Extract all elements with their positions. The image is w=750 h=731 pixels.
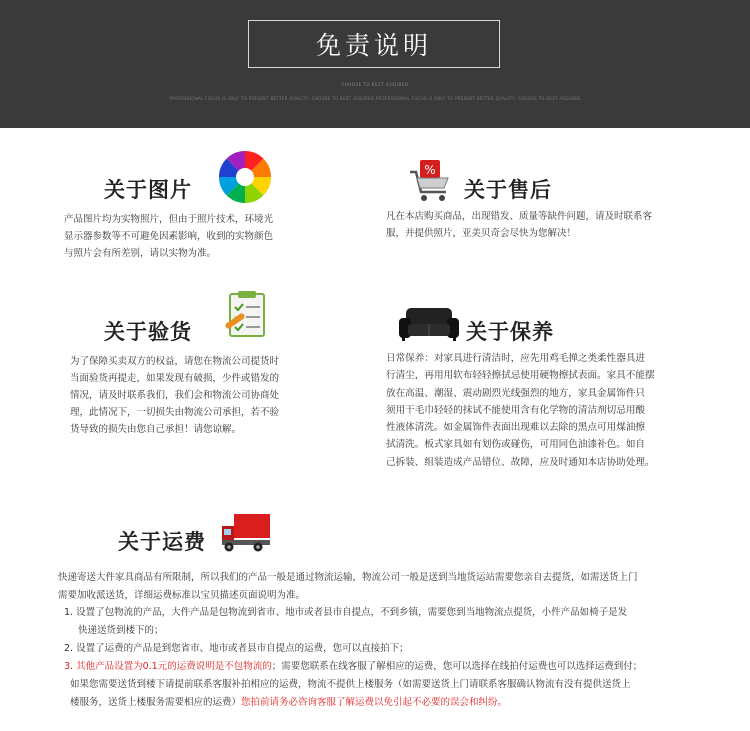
list-item-continued: 如果您需要送货到楼下请提前联系客服补拍相应的运费，物流不提供上楼服务（如需要送货上门请联系客服确认物流有没有提供送货上: [70, 679, 631, 690]
list-item-continued: 快递送货到楼下的；: [78, 625, 164, 636]
text-line: 当面验货再提走，如果发现有破损，少件或错发的: [70, 373, 280, 384]
list-item: 2. 设置了运费的产品是到您省市、地市或者县市自提点的运费，您可以直接拍下；: [64, 643, 409, 654]
header-banner: [0, 0, 750, 128]
svg-text:%: %: [424, 163, 436, 177]
truck-icon: [220, 510, 272, 554]
section-title-photos: 关于图片: [104, 178, 192, 202]
text-line: 己拆装、组装造成产品错位、故障，应及时通知本店协助处理。: [386, 456, 655, 468]
shopping-cart-icon: [408, 158, 454, 204]
page-title: 免责说明: [248, 20, 500, 68]
text-line: 货导致的损失由您自己承担！请您谅解。: [70, 424, 242, 435]
text-line: 放在高温、潮湿、震动剧烈光线强烈的地方，家具金属饰件只: [386, 387, 646, 399]
list-item: 1. 设置了包物流的产品，大件产品是包物流到省市、地市或者县市自提点，不到乡镇，需要您到当地物流点提货，小件产品如椅子是发: [64, 607, 628, 618]
highlight-text: 您拍前请务必咨询客服了解运费以免引起不必要的误会和纠纷。: [241, 697, 508, 708]
text-line: 产品图片均为实物照片，但由于照片技术，环境光: [64, 214, 274, 225]
checklist-icon: [222, 290, 270, 340]
text-line: 日常保养：对家具进行清洁时，应先用鸡毛掸之类柔性器具进: [386, 353, 646, 364]
header-tagline: PROFESSIONAL FOCUS IS ONLY TO PRESENT BETTER QUALITY, CHOOSE TO REST ASSURED PROFESSIONAL FOCUS IS ONLY TO PRESENT BETTER QUALITY, CHOOSE TO REST ASSURED: [169, 96, 581, 101]
header-subtitle: CHOOSE TO REST ASSURED: [341, 82, 409, 87]
text-line: 需要加收派送货，详细运费标准以宝贝描述页面说明为准。: [58, 590, 306, 601]
section-title-shipping: 关于运费: [118, 530, 206, 554]
section-text-shipping-intro: [58, 569, 708, 605]
list-item: [64, 658, 724, 676]
section-title-inspection: 关于验货: [104, 320, 192, 344]
text-span: 楼服务，送货上楼服务需要相应的运费）: [70, 697, 242, 708]
text-line: 性液体清洗。如金属饰件表面出现难以去除的黑点可用煤油擦: [386, 422, 646, 434]
list-item-continued: [64, 694, 724, 712]
section-title-aftersale: 关于售后: [464, 178, 552, 202]
text-line: 情况，请及时联系我们，我们会和物流公司协商处: [70, 390, 280, 401]
section-text-aftersale: [386, 208, 706, 242]
text-line: 须用干毛巾轻轻的抹试不能使用含有化学物的清洁剂切忌用酸: [386, 404, 646, 416]
shipping-rules-list: [64, 604, 724, 712]
highlight-text: 3. 其他产品设置为0.1元的运费说明是不包物流的: [64, 661, 272, 672]
section-text-photos: [64, 211, 324, 262]
text-line: 快递寄送大件家具商品有所限制，所以我们的产品一般是通过物流运输，物流公司一般是送到当地货运站需要您亲自去提货，如需送货上门: [58, 572, 638, 583]
text-line: 凡在本店购买商品，出现错发、质量等缺件问题，请及时联系客: [386, 211, 653, 222]
text-line: 拭清洗。板式家具如有划伤或碰伤，可用同色油漆补色。如自: [386, 439, 646, 451]
text-span: ；需要您联系在线客服了解相应的运费，您可以选择在线拍付运费也可以选择运费到付；: [271, 661, 643, 672]
section-title-maintenance: 关于保养: [466, 320, 554, 344]
text-line: 理，此情况下，一切损失由物流公司承担，若不验: [70, 407, 280, 418]
text-line: 为了保障买卖双方的权益，请您在物流公司提货时: [70, 356, 280, 367]
section-text-maintenance: [386, 350, 716, 471]
sofa-icon: [398, 306, 460, 342]
text-line: 显示器参数等不可避免因素影响，收到的实物颜色: [64, 231, 274, 242]
section-text-inspection: [70, 353, 330, 438]
color-wheel-icon: [218, 150, 272, 204]
text-line: 行清尘，再用用软布轻轻擦拭忌使用硬物擦拭表面。家具不能摆: [386, 370, 655, 382]
text-line: 与照片会有所差别，请以实物为准。: [64, 248, 217, 259]
text-line: 服，并提供照片，亚美贝奇会尽快为您解决！: [386, 228, 577, 239]
